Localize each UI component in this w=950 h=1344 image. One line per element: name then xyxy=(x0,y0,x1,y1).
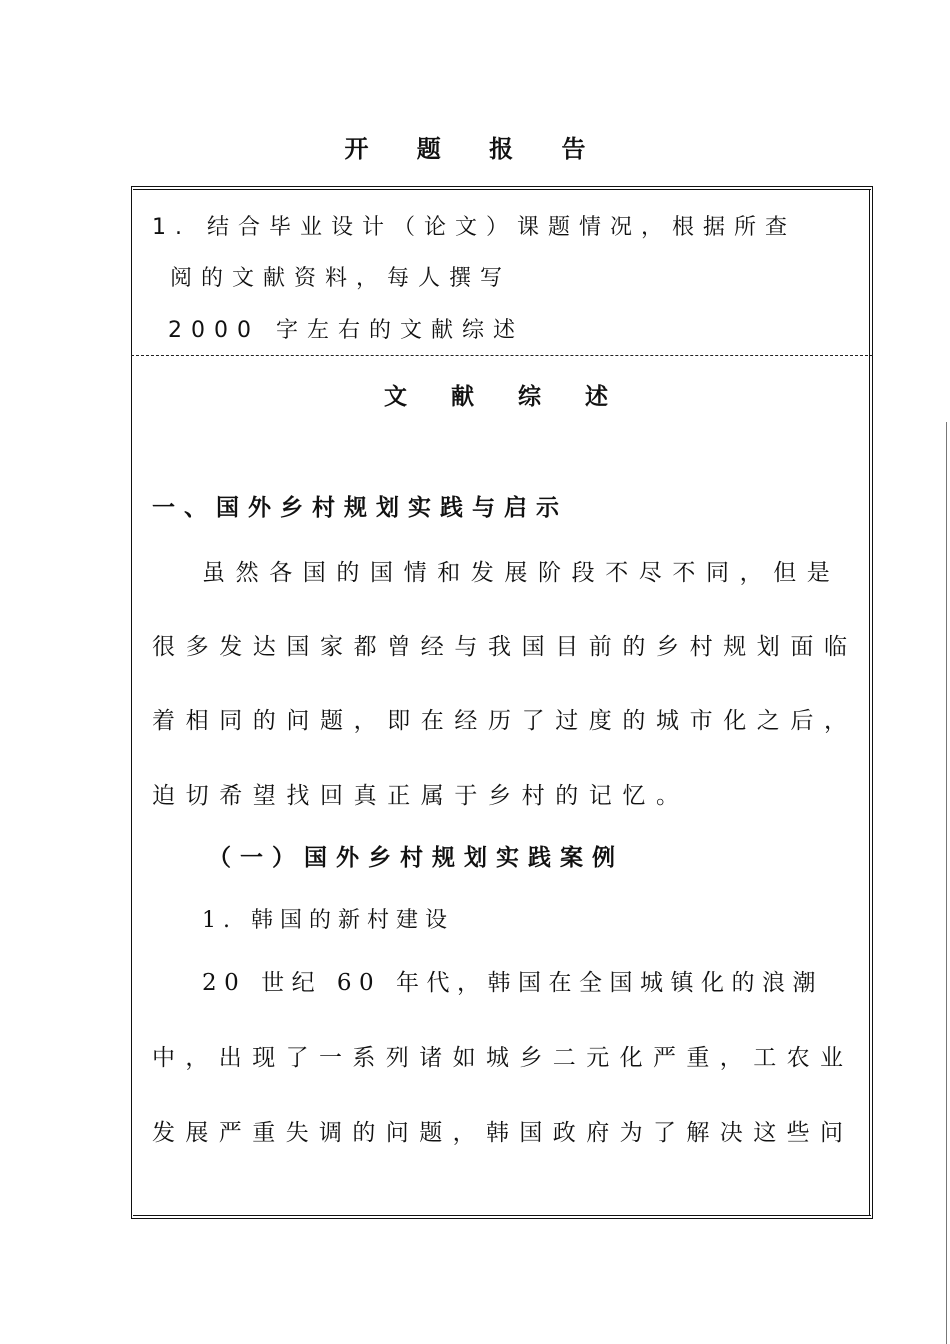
paragraph-2-line-1: 20 世纪 60 年代，韩国在全国城镇化的浪潮 xyxy=(202,970,823,996)
dashed-divider xyxy=(131,355,873,356)
paragraph-1-line-2: 很多发达国家都曾经与我国目前的乡村规划面临 xyxy=(152,634,858,660)
prompt-line-3: 2000 字左右的文献综述 xyxy=(168,318,524,343)
prompt-line-1: 1. 结合毕业设计（论文）课题情况，根据所查 xyxy=(152,215,796,240)
heading-level-2: （一）国外乡村规划实践案例 xyxy=(208,845,624,871)
page-title: 开 题 报 告 xyxy=(344,135,606,163)
heading-level-3: 1. 韩国的新村建设 xyxy=(202,908,454,933)
paragraph-1-line-3: 着相同的问题，即在经历了过度的城市化之后， xyxy=(152,708,858,734)
paragraph-1-line-1: 虽然各国的国情和发展阶段不尽不同，但是 xyxy=(202,560,841,586)
paragraph-2-line-3: 发展严重失调的问题，韩国政府为了解决这些问 xyxy=(152,1120,854,1146)
page-edge-line xyxy=(946,422,947,1344)
heading-level-1: 一、国外乡村规划实践与启示 xyxy=(152,495,568,521)
section-title: 文 献 综 述 xyxy=(383,384,627,410)
paragraph-1-line-4: 迫切希望找回真正属于乡村的记忆。 xyxy=(152,783,690,809)
paragraph-2-line-2: 中，出现了一系列诸如城乡二元化严重，工农业 xyxy=(152,1045,854,1071)
prompt-line-2: 阅的文献资料，每人撰写 xyxy=(170,266,512,291)
